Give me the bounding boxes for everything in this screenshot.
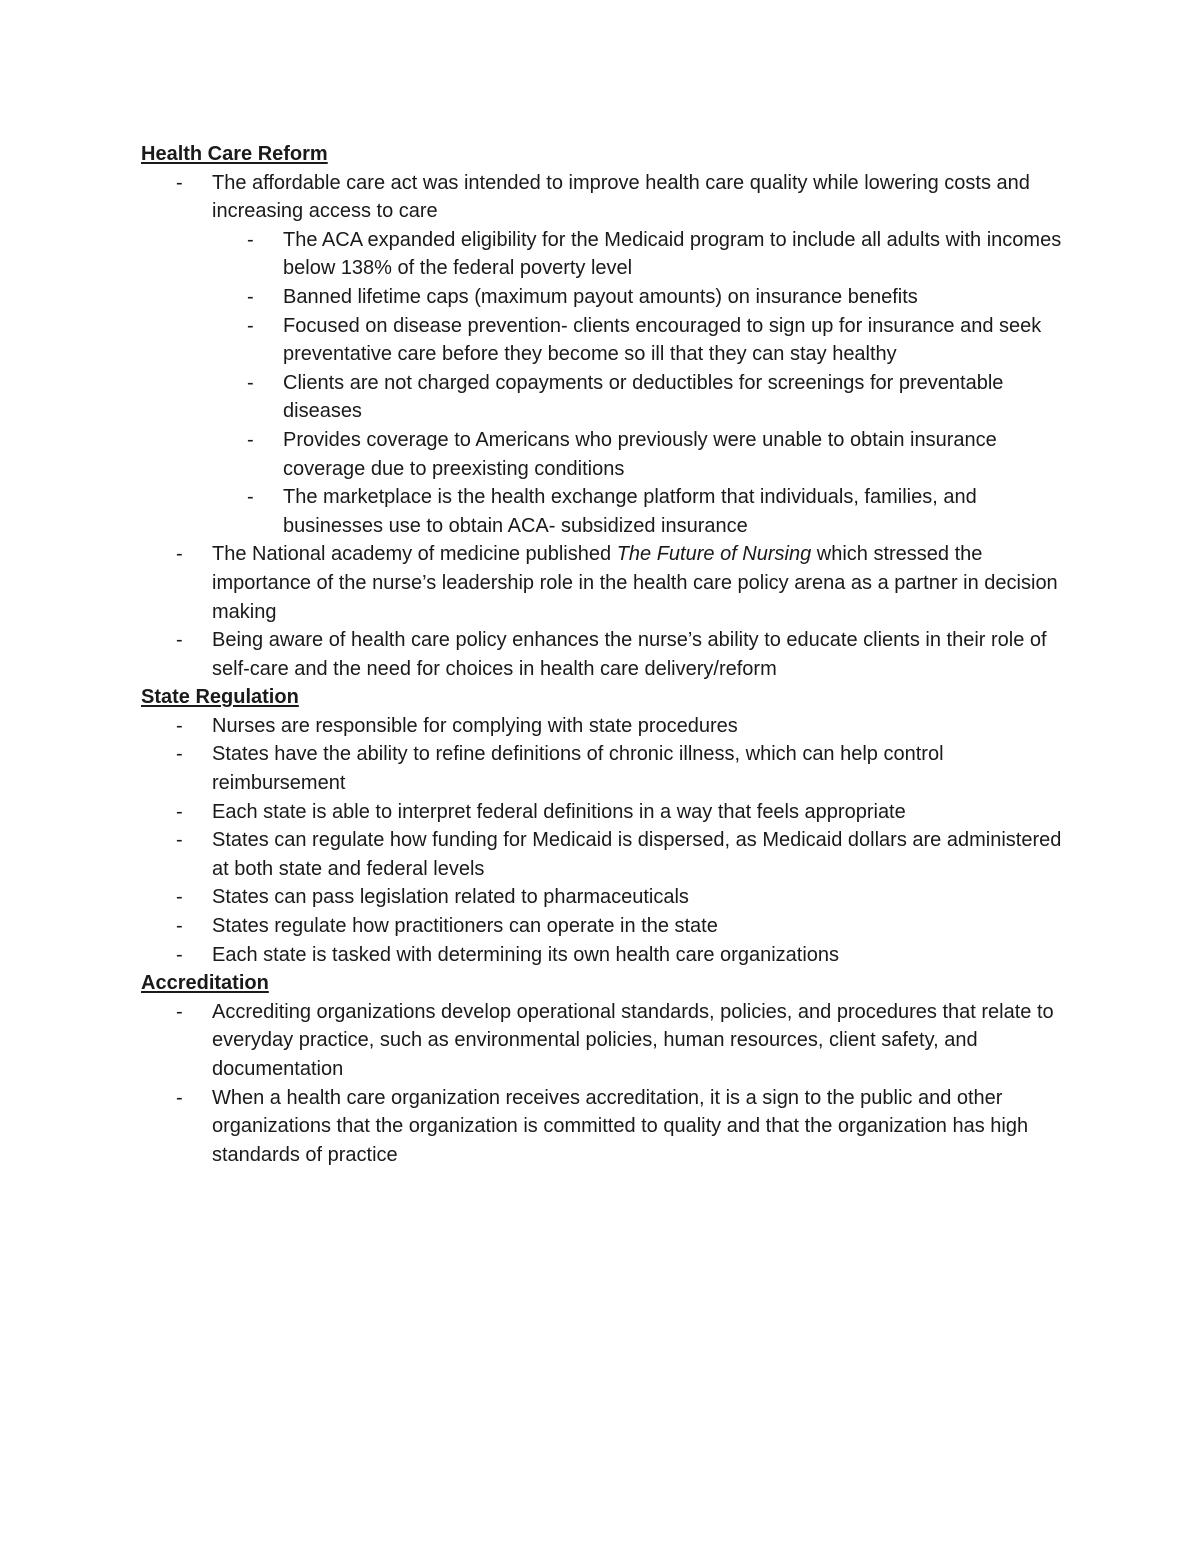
list-item-text: Accrediting organizations develop operational standards, policies, and procedures that relate to everyday practice, such as environmental policies, human resources, client safety, and documentation <box>212 1000 1054 1080</box>
list-item <box>176 912 1071 941</box>
dash-bullet: - <box>176 629 183 652</box>
sub-list-item <box>247 226 1071 283</box>
dash-bullet: - <box>247 228 254 251</box>
dash-bullet: - <box>247 486 254 509</box>
document-page <box>141 140 1071 1169</box>
dash-bullet: - <box>176 915 183 938</box>
list-item <box>176 798 1071 827</box>
dash-bullet: - <box>176 829 183 852</box>
list-item-text: Being aware of health care policy enhances the nurse’s ability to educate clients in their role of self-care and the need for choices in health care delivery/reform <box>212 629 1047 680</box>
sub-list-item-text: The marketplace is the health exchange platform that individuals, families, and businesses use to obtain ACA- subsidized insurance <box>283 486 977 537</box>
dash-bullet: - <box>247 371 254 394</box>
list-item <box>176 540 1071 626</box>
list-item-text: Each state is tasked with determining its own health care organizations <box>212 943 840 966</box>
bullet-list <box>141 712 1071 969</box>
list-item <box>176 626 1071 683</box>
sub-list-item-text: Focused on disease prevention- clients encouraged to sign up for insurance and seek preventative care before they become so ill that they can stay healthy <box>283 314 1042 366</box>
section-heading-health-care-reform: Health Care Reform <box>141 143 328 165</box>
list-item-text-after: which stressed the importance of the nurse’s leadership role in the health care policy arena as a partner in decision making <box>212 543 1058 623</box>
bullet-list <box>141 998 1071 1170</box>
sub-bullet-list <box>212 226 1071 541</box>
book-title-italic: The Future of Nursing <box>616 543 812 566</box>
section-heading-accreditation: Accreditation <box>141 972 269 995</box>
sub-list-item <box>247 312 1071 369</box>
section-heading-state-regulation: State Regulation <box>141 686 299 709</box>
list-item <box>176 1084 1071 1170</box>
dash-bullet: - <box>247 314 254 337</box>
sub-list-item <box>247 283 1071 312</box>
list-item <box>176 998 1071 1084</box>
list-item-text: States have the ability to refine definitions of chronic illness, which can help control reimbursement <box>212 743 944 795</box>
dash-bullet: - <box>176 543 183 566</box>
dash-bullet: - <box>176 886 183 909</box>
dash-bullet: - <box>176 714 183 737</box>
sub-list-item-text: Provides coverage to Americans who previously were unable to obtain insurance coverage due to preexisting conditions <box>283 428 997 480</box>
dash-bullet: - <box>176 943 183 966</box>
list-item <box>176 740 1071 797</box>
list-item-text: States can regulate how funding for Medicaid is dispersed, as Medicaid dollars are administered at both state and federal levels <box>212 829 1062 880</box>
list-item-text-before: The National academy of medicine published <box>212 543 617 566</box>
sub-list-item-text: The ACA expanded eligibility for the Medicaid program to include all adults with incomes below 138% of the federal poverty level <box>283 228 1062 280</box>
list-item-text: When a health care organization receives accreditation, it is a sign to the public and other organizations that the organization is committed to quality and that the organization has high standards of practice <box>212 1086 1029 1166</box>
sub-list-item <box>247 483 1071 540</box>
list-item-text: Nurses are responsible for complying with state procedures <box>212 714 738 737</box>
list-item <box>176 941 1071 970</box>
dash-bullet: - <box>176 1000 183 1023</box>
dash-bullet: - <box>247 285 254 308</box>
sub-list-item <box>247 369 1071 426</box>
list-item <box>176 169 1071 541</box>
bullet-list <box>141 169 1071 684</box>
list-item-text: The affordable care act was intended to improve health care quality while lowering costs and increasing access to care <box>212 171 1030 223</box>
list-item-text: States can pass legislation related to pharmaceuticals <box>212 886 689 909</box>
dash-bullet: - <box>247 428 254 451</box>
sub-list-item-text: Clients are not charged copayments or deductibles for screenings for preventable diseases <box>283 371 1004 423</box>
dash-bullet: - <box>176 1086 183 1109</box>
dash-bullet: - <box>176 800 183 823</box>
dash-bullet: - <box>176 743 183 766</box>
list-item-text: Each state is able to interpret federal definitions in a way that feels appropriate <box>212 800 906 823</box>
list-item <box>176 883 1071 912</box>
list-item-text: States regulate how practitioners can operate in the state <box>212 915 718 938</box>
list-item <box>176 826 1071 883</box>
dash-bullet: - <box>176 171 183 194</box>
list-item <box>176 712 1071 741</box>
sub-list-item <box>247 426 1071 483</box>
sub-list-item-text: Banned lifetime caps (maximum payout amounts) on insurance benefits <box>283 285 918 308</box>
